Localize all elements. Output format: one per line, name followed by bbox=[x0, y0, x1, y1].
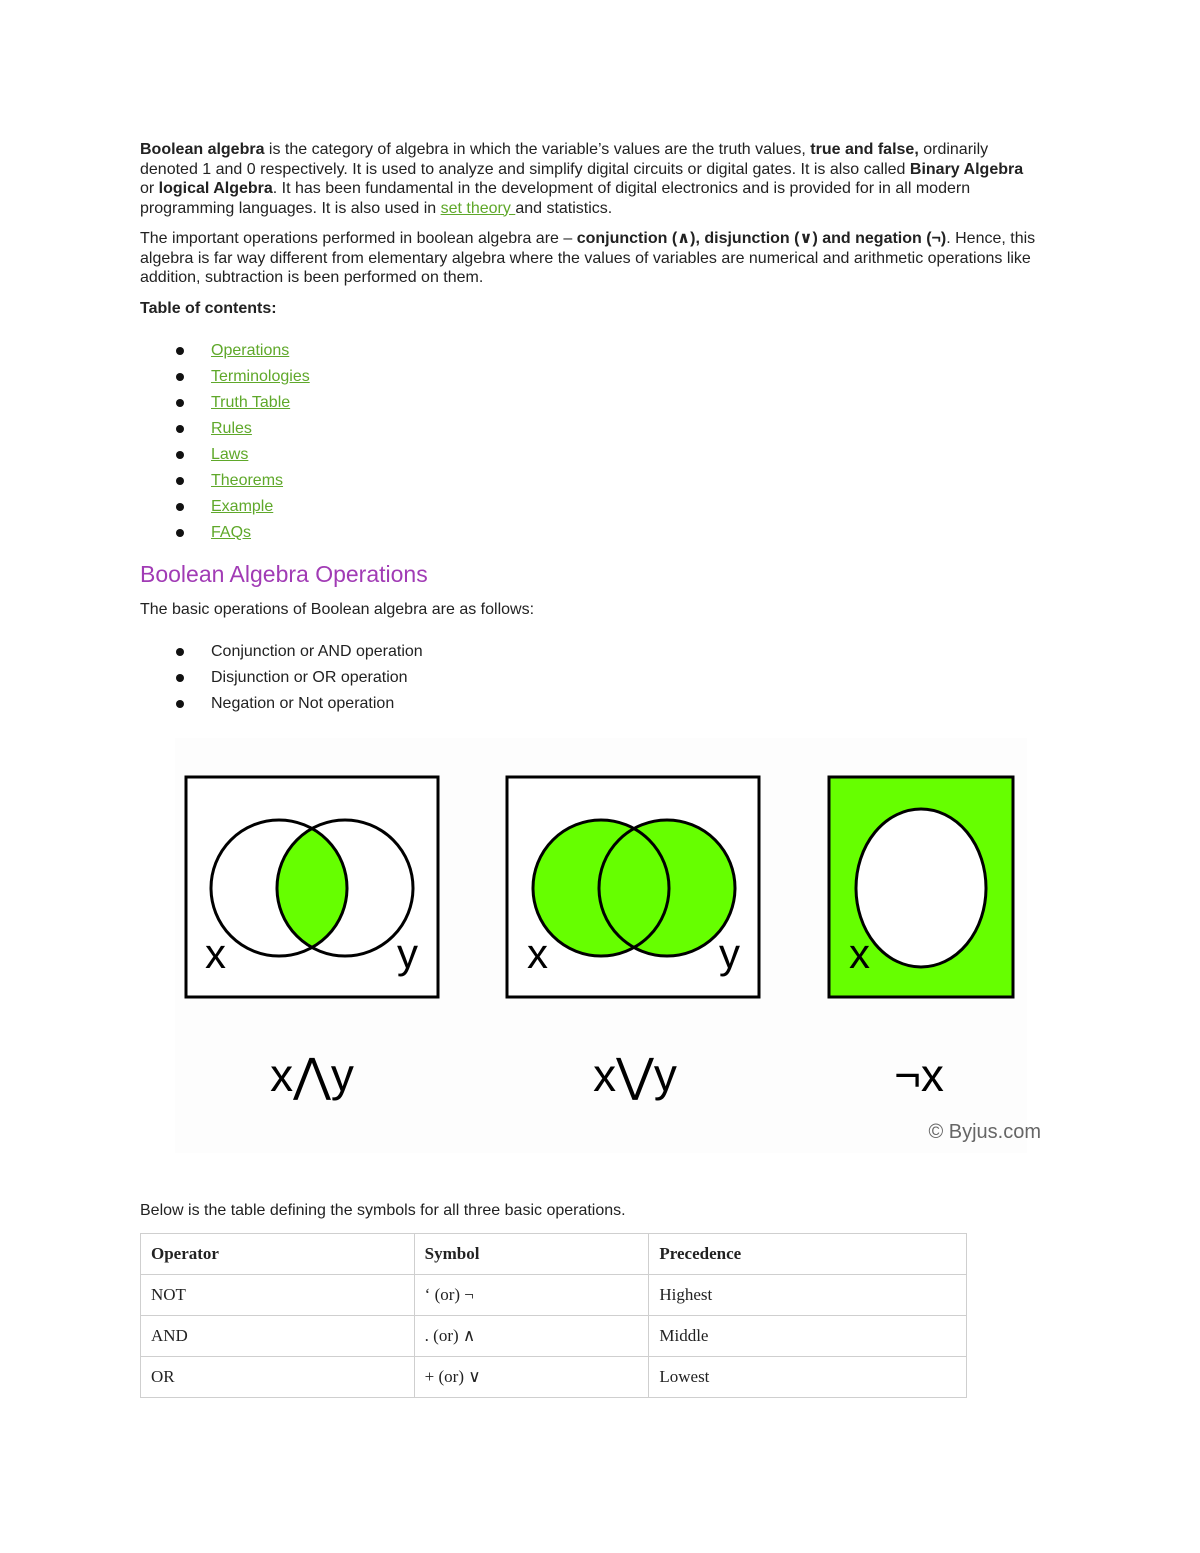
table-cell: ‘ (or) ¬ bbox=[414, 1275, 649, 1316]
list-item: Negation or Not operation bbox=[140, 691, 1040, 717]
term-logical-algebra: logical Algebra bbox=[158, 180, 273, 197]
toc-link-operations[interactable]: Operations bbox=[211, 342, 290, 359]
toc-link-theorems[interactable]: Theorems bbox=[211, 472, 284, 489]
term-binary-algebra: Binary Algebra bbox=[909, 160, 1024, 178]
venn-diagrams bbox=[175, 738, 1041, 1153]
symbols-table bbox=[140, 1233, 967, 1398]
header-precedence: Precedence bbox=[649, 1234, 967, 1275]
text: ordinarily denoted 1 and 0 respectively. It is used to analyze and simplify digital circuits or digital gates. It is also called bbox=[140, 141, 989, 178]
not-diagram bbox=[829, 777, 1013, 1101]
section-intro: The basic operations of Boolean algebra are as follows: bbox=[140, 601, 535, 618]
table-cell: Highest bbox=[649, 1275, 967, 1316]
or-label-y: y bbox=[719, 930, 740, 977]
toc-item bbox=[140, 442, 1040, 468]
table-cell: NOT bbox=[141, 1275, 415, 1316]
and-label-x: x bbox=[205, 930, 226, 977]
or-label-x: x bbox=[527, 930, 548, 977]
or-caption: x⋁y bbox=[593, 1049, 677, 1101]
term-boolean-algebra: Boolean algebra bbox=[140, 141, 265, 158]
toc-item bbox=[140, 494, 1040, 520]
table-header-row bbox=[141, 1234, 967, 1275]
table-row bbox=[141, 1316, 967, 1357]
toc-link-truth-table[interactable]: Truth Table bbox=[211, 394, 291, 411]
text: is the category of algebra in which the variable’s values are the truth values, bbox=[264, 141, 811, 158]
operations-list bbox=[140, 639, 1040, 717]
toc-item bbox=[140, 520, 1040, 546]
toc-item bbox=[140, 390, 1040, 416]
term-true-false: true and false, bbox=[810, 141, 919, 158]
header-symbol: Symbol bbox=[414, 1234, 649, 1275]
set-theory-link[interactable]: set theory bbox=[440, 199, 516, 217]
toc-link-laws[interactable]: Laws bbox=[211, 446, 249, 463]
list-item: Conjunction or AND operation bbox=[140, 639, 1040, 665]
toc-item bbox=[140, 338, 1040, 364]
table-row bbox=[141, 1275, 967, 1316]
toc-list bbox=[140, 338, 1040, 546]
venn-diagram-figure bbox=[175, 738, 1041, 1153]
text: . Hence, this algebra is far way different from elementary algebra where the values of variables are numerical and arithmetic operations like addition, subtraction is been performed on them. bbox=[140, 230, 1036, 286]
toc-title: Table of contents: bbox=[140, 299, 277, 317]
not-caption: ¬x bbox=[894, 1049, 944, 1101]
header-operator: Operator bbox=[141, 1234, 415, 1275]
section-heading: Boolean Algebra Operations bbox=[140, 561, 428, 587]
toc-item bbox=[140, 468, 1040, 494]
toc-link-faqs[interactable]: FAQs bbox=[211, 524, 252, 541]
table-cell: Lowest bbox=[649, 1357, 967, 1398]
and-label-y: y bbox=[397, 930, 418, 977]
text: . It has been fundamental in the development of digital electronics and is provided for in all modern programming languages. It is also used in bbox=[140, 180, 971, 217]
toc-link-example[interactable]: Example bbox=[211, 498, 274, 515]
toc-link-rules[interactable]: Rules bbox=[211, 420, 252, 437]
table-cell: + (or) ∨ bbox=[414, 1357, 649, 1398]
not-circle-x bbox=[856, 809, 986, 967]
not-label-x: x bbox=[849, 930, 870, 977]
table-cell: . (or) ∧ bbox=[414, 1316, 649, 1357]
intro-paragraph-2 bbox=[140, 229, 1040, 288]
text: The important operations performed in boolean algebra are – bbox=[140, 230, 577, 247]
and-diagram bbox=[186, 777, 438, 1101]
table-row bbox=[141, 1357, 967, 1398]
toc-item bbox=[140, 364, 1040, 390]
or-diagram bbox=[507, 777, 759, 1101]
operations-bold: conjunction (∧), disjunction (∨) and negation (¬) bbox=[576, 230, 947, 247]
table-intro: Below is the table defining the symbols for all three basic operations. bbox=[140, 1202, 626, 1219]
list-item: Disjunction or OR operation bbox=[140, 665, 1040, 691]
table-cell: Middle bbox=[649, 1316, 967, 1357]
and-caption: x⋀y bbox=[270, 1049, 354, 1101]
toc-item bbox=[140, 416, 1040, 442]
document-body bbox=[140, 140, 1040, 717]
table-cell: OR bbox=[141, 1357, 415, 1398]
toc-link-terminologies[interactable]: Terminologies bbox=[211, 368, 310, 385]
text: or bbox=[140, 180, 159, 197]
text: and statistics. bbox=[515, 199, 613, 217]
table-cell: AND bbox=[141, 1316, 415, 1357]
intro-paragraph-1 bbox=[140, 140, 1040, 218]
byjus-watermark: © Byjus.com bbox=[928, 1121, 1041, 1143]
